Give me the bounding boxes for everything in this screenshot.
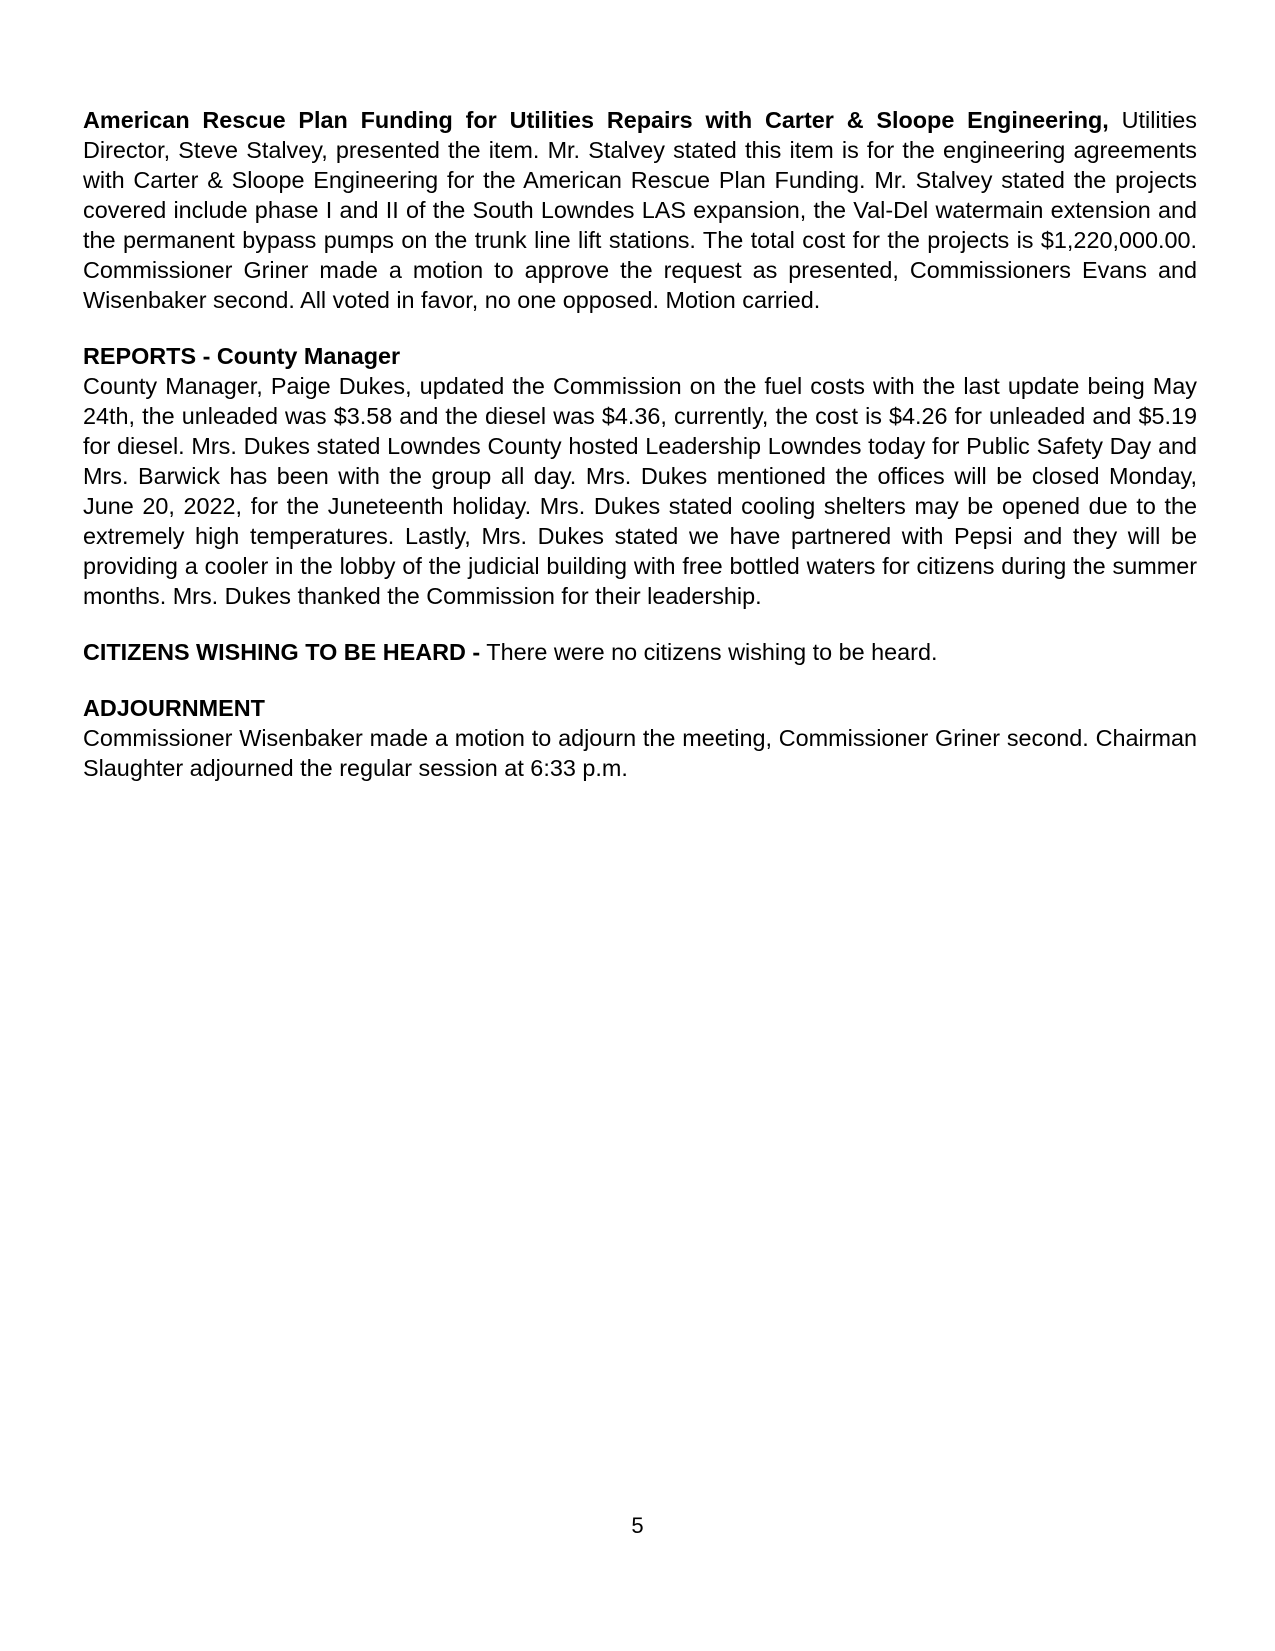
arp-heading: American Rescue Plan Funding for Utilities Repairs with Carter & Sloope Engineering, bbox=[83, 107, 1109, 133]
citizens-paragraph bbox=[83, 637, 1197, 667]
citizens-heading: CITIZENS WISHING TO BE HEARD - bbox=[83, 639, 481, 665]
section-arp-funding bbox=[83, 105, 1197, 315]
section-reports bbox=[83, 341, 1197, 611]
minutes-content bbox=[83, 105, 1197, 809]
reports-body: County Manager, Paige Dukes, updated the Commission on the fuel costs with the last update being May 24th, the unleaded was $3.58 and the diesel was $4.36, currently, the cost is $4.26 for unleaded and $5.19 for diesel. Mrs. Dukes stated Lowndes County hosted Leadership Lowndes today for Public Safety Day and Mrs. Barwick has been with the group all day. Mrs. Dukes mentioned the offices will be closed Monday, June 20, 2022, for the Juneteenth holiday. Mrs. Dukes stated cooling shelters may be opened due to the extremely high temperatures. Lastly, Mrs. Dukes stated we have partnered with Pepsi and they will be providing a cooler in the lobby of the judicial building with free bottled waters for citizens during the summer months. Mrs. Dukes thanked the Commission for their leadership. bbox=[83, 373, 1197, 609]
citizens-body: There were no citizens wishing to be heard. bbox=[480, 639, 938, 665]
reports-heading: REPORTS - County Manager bbox=[83, 343, 401, 369]
arp-paragraph bbox=[83, 105, 1197, 315]
section-citizens bbox=[83, 637, 1197, 667]
page-number: 5 bbox=[631, 1513, 644, 1538]
arp-body: Utilities Director, Steve Stalvey, presented the item. Mr. Stalvey stated this item is for the engineering agreements with Carter & Sloope Engineering for the American Rescue Plan Funding. Mr. Stalvey stated the projects covered include phase I and II of the South Lowndes LAS expansion, the Val-Del watermain extension and the permanent bypass pumps on the trunk line lift stations. The total cost for the projects is $1,220,000.00. Commissioner Griner made a motion to approve the request as presented, Commissioners Evans and Wisenbaker second. All voted in favor, no one opposed. Motion carried. bbox=[83, 107, 1197, 313]
adjournment-heading: ADJOURNMENT bbox=[83, 695, 265, 721]
section-adjournment bbox=[83, 693, 1197, 783]
adjournment-body: Commissioner Wisenbaker made a motion to adjourn the meeting, Commissioner Griner second. Chairman Slaughter adjourned the regular session at 6:33 p.m. bbox=[83, 725, 1197, 781]
